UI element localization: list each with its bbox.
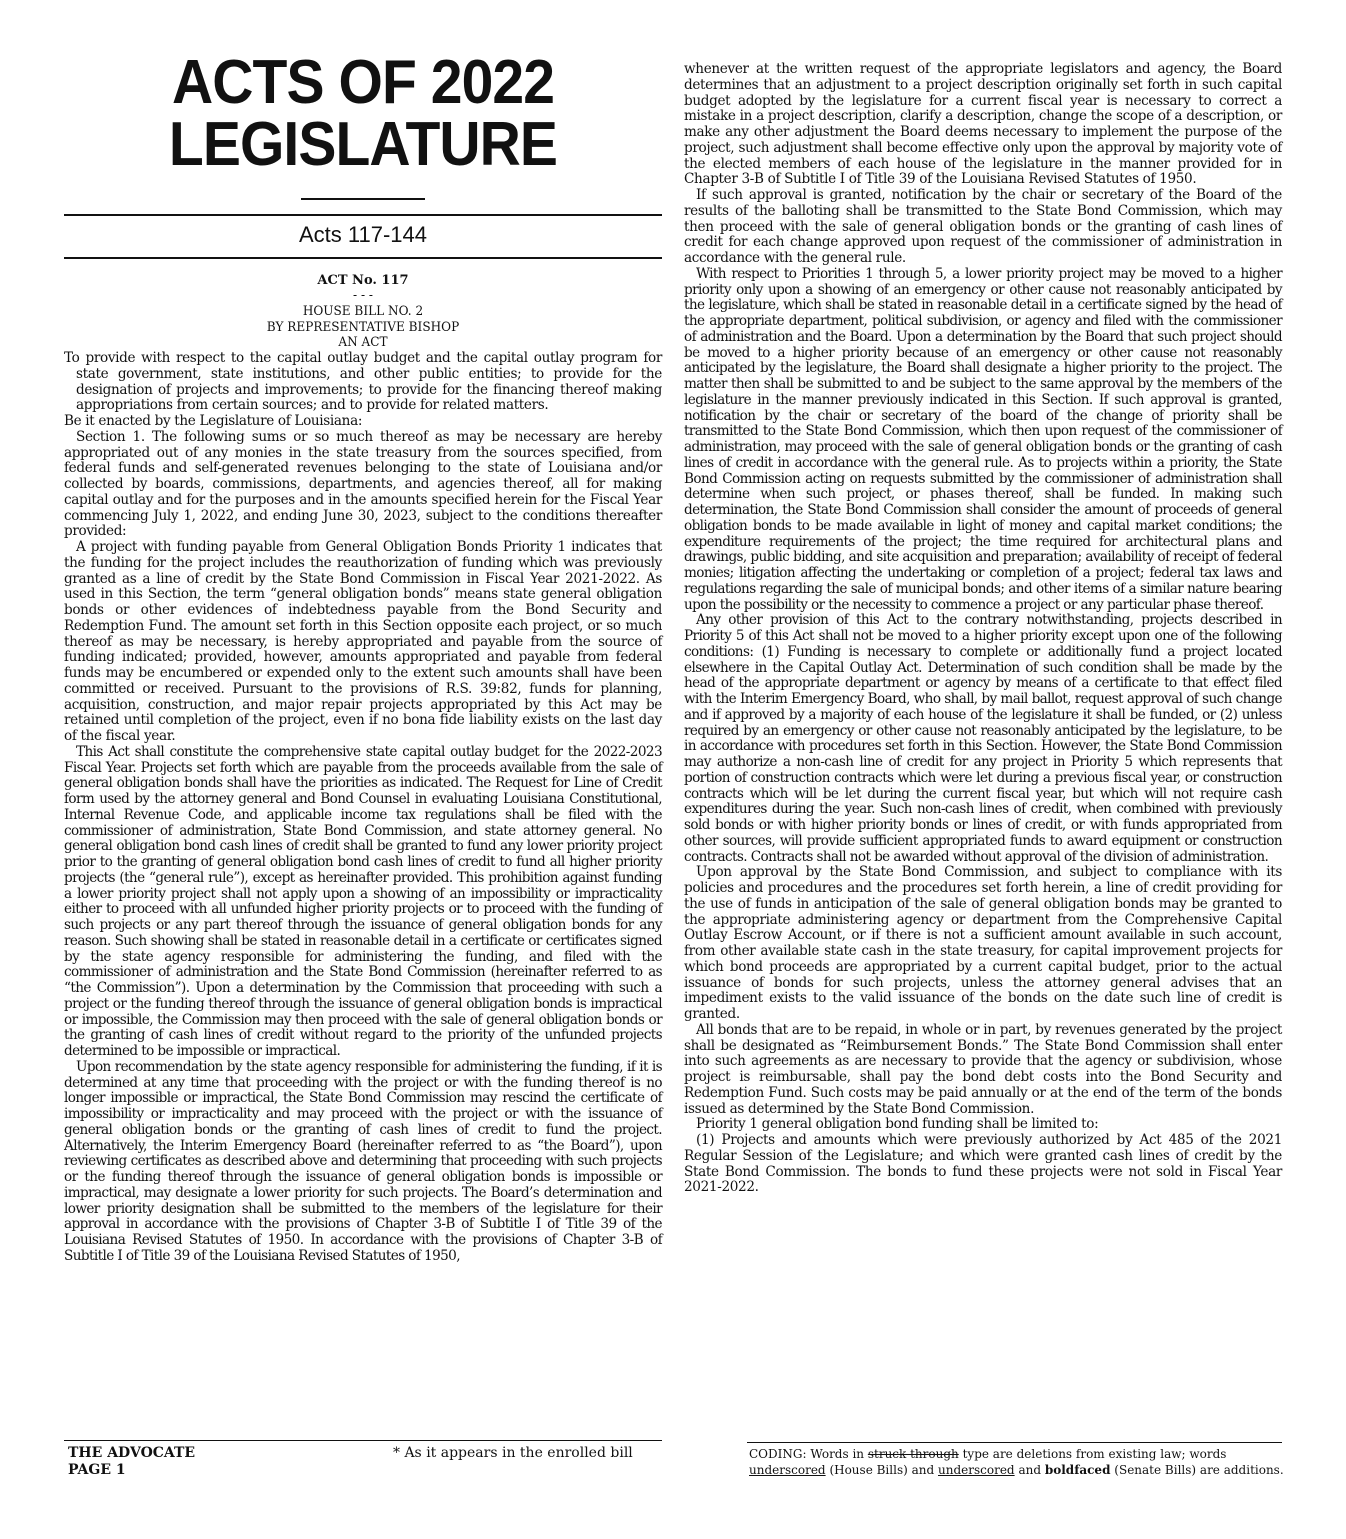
footer-page-number: PAGE 1 — [68, 1462, 126, 1478]
masthead-divider — [301, 198, 425, 200]
right-column — [684, 62, 1282, 1196]
approval-paragraph: If such approval is granted, notification by the chair or secretary of the Board of the results of the balloting shall be transmitted to the State Bond Commission, which may then proceed with the sale of general obligation bonds or the granting of cash lines of credit for each change approved upon request of the commissioner of administration in accordance with the general rule. — [684, 187, 1282, 266]
priorities-paragraph: With respect to Priorities 1 through 5, a lower priority project may be moved to a higher priority only upon a showing of an emergency or other cause not reasonably anticipated by the legislature, which shall be stated in reasonable detail in a certificate signed by the head of the appropriate department, political subdivision, or agency and filed with the commissioner of administration and the Board. Upon a determination by the Board that such project should be moved to a higher priority because of an emergency or other cause not reasonably anticipated by the legislature, the Board shall designate a higher priority to the project. The matter then shall be submitted to and be subject to the same approval by the members of the legislature in the manner previously indicated in this Section. If such approval is granted, notification by the chair or secretary of the board of the change of priority shall be transmitted to the State Bond Commission, which then upon request of the commissioner of administration, may proceed with the sale of general obligation bonds or the granting of cash lines of credit in accordance with the general rule. As to projects within a priority, the State Bond Commission acting on requests submitted by the commissioner of administration shall determine when such project, or phases thereof, shall be funded. In making such determination, the State Bond Commission shall consider the amount of proceeds of general obligation bonds to be made available in light of money and capital market conditions; the expenditure requirements of the project; the time required for architectural plans and drawings, public bidding, and site acquisition and preparation; availability of receipt of federal monies; litigation affecting the undertaking or completion of a project; federal tax laws and regulations regarding the sale of municipal bonds; and other items of a similar nature bearing upon the possibility or the necessity to commence a project or any particular phase thereof. — [684, 265, 1282, 613]
masthead-title-line1: ACTS OF 2022 — [171, 48, 555, 117]
acts-range: Acts 117-144 — [298, 222, 427, 247]
footer-paper-name: THE ADVOCATE — [68, 1445, 196, 1461]
priority-1-paragraph: A project with funding payable from General Obligation Bonds Priority 1 indicates that the funding for the project includes the reauthorization of funding which was previously granted as a line of credit by the State Bond Commission in Fiscal Year 2021-2022. As used in this Section, the term “general obligation bonds” means state general obligation bonds or other evidences of indebtedness payable from the Bond Security and Redemption Fund. The amount set forth in this Section opposite each project, or so much thereof as may be necessary, is hereby appropriated and payable from the source of funding indicated; provided, however, amounts appropriated and payable from federal funds may be encumbered or expended only to the extent such amounts shall have been committed or received. Pursuant to the provisions of R.S. 39:82, funds for planning, acquisition, construction, and major repair projects appropriated by this Act may be retained until completion of the project, even if no bona fide liability exists on the last day of the fiscal year. — [64, 539, 662, 745]
act-title-paragraph: To provide with respect to the capital outlay budget and the capital outlay program for state government, state institutions, and other public entities; to provide for the designation of projects and improvements; to provide for the financing thereof making appropriations from certain sources; and to provide for related matters. — [64, 350, 662, 414]
bill-number: HOUSE BILL NO. 2 — [302, 303, 424, 319]
left-column — [64, 48, 662, 1265]
section-1-paragraph: Section 1. The following sums or so much thereof as may be necessary are hereby appropriated out of any monies in the state treasury from the sources specified, from federal funds and self-generated revenues belonging to the state of Louisiana and/or collected by boards, commissions, departments, and agencies thereof, all for making capital outlay and for the purposes and in the amounts specified herein for the Fiscal Year commencing July 1, 2022, and ending June 30, 2023, subject to the conditions thereafter provided: — [64, 428, 662, 540]
line-of-credit-paragraph: Upon approval by the State Bond Commission, and subject to compliance with its policies and procedures and the procedures set forth herein, a line of credit providing for the use of funds in anticipation of the sale of general obligation bonds may be granted to the appropriate administering agency or department from the Comprehensive Capital Outlay Escrow Account, or if there is not a sufficient amount available in such account, from other available state cash in the state treasury, for capital improvement projects for which bond proceeds are appropriated by a current capital budget, prior to the actual issuance of bonds for such projects, unless the attorney general advises that an impediment exists to the valid issuance of the bonds on the date such line of credit is granted. — [684, 864, 1282, 1022]
masthead — [64, 48, 662, 259]
adjustment-paragraph: whenever at the written request of the appropriate legislators and agency, the Board determines that an adjustment to a project description originally set forth in such capital budget adopted by the legislature for a current fiscal year is necessary to correct a mistake in a project description, clarify a description, change the scope of a description, or make any other adjustment the Board deems necessary to implement the purpose of the project, such adjustment shall become effective only upon the approval by majority vote of the elected members of each house of the legislature in the manner provided for in Chapter 3-B of Subtitle I of Title 39 of the Louisiana Revised Statutes of 1950. — [684, 61, 1282, 188]
coding-mid3: and — [1018, 1462, 1042, 1477]
footer-rule-right — [747, 1442, 1282, 1443]
footer-rule-left — [64, 1440, 662, 1441]
coding-struck-example: struck through — [867, 1447, 959, 1461]
coding-mid1: type are deletions from existing law; words — [962, 1447, 1227, 1461]
reimbursement-bonds-paragraph: All bonds that are to be repaid, in whole or in part, by revenues generated by the project shall be designated as “Reimbursement Bonds.” The State Bond Commission shall enter into such agreements as are necessary to provide that the agency or subdivision, whose project is reimbursable, shall pay the bond debt costs into the Bond Security and Redemption Fund. Such costs may be paid annually or at the end of the term of the bonds issued as determined by the State Bond Commission. — [684, 1021, 1282, 1117]
coding-underscored-example-2: underscored — [938, 1462, 1015, 1477]
coding-mid2: (House Bills) and — [829, 1462, 935, 1477]
coding-suffix: (Senate Bills) are additions. — [1114, 1462, 1284, 1477]
act-separator: - - - — [353, 288, 373, 303]
enacting-clause: Be it enacted by the Legislature of Louisiana: — [64, 413, 363, 430]
budget-paragraph: This Act shall constitute the comprehensive state capital outlay budget for the 2022-2023 Fiscal Year. Projects set forth which are payable from the proceeds available from the sale of general obligation bonds shall have the priorities as indicated. The Request for Line of Credit form used by the attorney general and Bond Counsel in evaluating Louisiana Constitutional, Internal Revenue Code, and applicable income tax regulations shall be filed with the commissioner of administration, State Bond Commission, and state attorney general. No general obligation bond cash lines of credit shall be granted to fund any lower priority project prior to the granting of general obligation bond cash lines of credit to fund all higher priority projects (the “general rule”), except as hereinafter provided. This prohibition against funding a lower priority project shall not apply upon a showing of an impossibility or impracticality either to proceed with all unfunded higher priority projects or to proceed with the funding of such projects or any part thereof through the issuance of general obligation bonds for any reason. Such showing shall be stated in reasonable detail in a certificate or certificates signed by the state agency responsible for administering the funding, and filed with the commissioner of administration and the State Bond Commission (hereinafter referred to as “the Commission”). Upon a determination by the Commission that proceeding with such a project or the funding thereof through the issuance of general obligation bonds is impractical or impossible, the Commission may then proceed with the sale of general obligation bonds or the granting of cash lines of credit without regard to the priority of the unfunded projects determined to be impossible or impractical. — [64, 743, 662, 1060]
priority-1-limit-paragraph: Priority 1 general obligation bond funding shall be limited to: — [696, 1116, 1099, 1133]
act-type: AN ACT — [338, 335, 388, 351]
footer-enrolled-note: * As it appears in the enrolled bill — [393, 1445, 633, 1461]
coding-legend — [749, 1447, 1289, 1478]
footer-publication — [68, 1445, 195, 1479]
coding-boldfaced-example: boldfaced — [1044, 1462, 1111, 1477]
priority-5-paragraph: Any other provision of this Act to the contrary notwithstanding, projects described in Priority 5 of this Act shall not be moved to a higher priority except upon one of the following conditions: (1) Funding is necessary to complete or additionally fund a project located elsewhere in the Capital Outlay Act. Determination of such condition shall be made by the head of the appropriate department or agency by means of a certificate to that effect filed with the Interim Emergency Board, who shall, by mail ballot, request approval of such change and if approved by a majority of each house of the legislature it shall be funded, or (2) unless required by an emergency or other cause not reasonably anticipated by the legislature, to be in accordance with procedures set forth in this Section. However, the State Bond Commission may authorize a non-cash line of credit for any project in Priority 5 which represents that portion of construction contracts which were let during a previous fiscal year, or construction contracts which will be let during the current fiscal year, but which will not require cash expenditures during the year. Such non-cash lines of credit, when combined with previously sold bonds or with higher priority bonds or lines of credit, or with funds appropriated from other sources, will provide sufficient appropriated funds to award equipment or construction contracts. Contracts shall not be awarded without approval of the division of administration. — [684, 612, 1282, 865]
bill-sponsor: BY REPRESENTATIVE BISHOP — [266, 319, 460, 335]
act-485-paragraph: (1) Projects and amounts which were previously authorized by Act 485 of the 2021 Regular Session of the Legislature; and which were granted cash lines of credit by the State Bond Commission. The bonds to fund these projects were not sold in Fiscal Year 2021-2022. — [684, 1132, 1282, 1196]
coding-underscored-example: underscored — [749, 1462, 826, 1477]
act-number: ACT No. 117 — [317, 273, 409, 288]
masthead-rule-bottom — [64, 257, 662, 259]
coding-prefix: CODING: Words in — [749, 1447, 865, 1461]
recommendation-paragraph: Upon recommendation by the state agency responsible for administering the funding, if it is determined at any time that proceeding with the project or with the funding thereof is no longer impossible or impractical, the State Bond Commission may rescind the certificate of impossibility or impracticality and may proceed with the project or with the issuance of general obligation bonds or the granting of cash lines of credit to fund the project. Alternatively, the Interim Emergency Board (hereinafter referred to as “the Board”), upon reviewing certificates as described above and determining that proceeding with such projects or the funding thereof through the issuance of general obligation bonds is impossible or impractical, may designate a lower priority for such projects. The Board’s determination and lower priority designation shall be submitted to the members of the legislature for their approval in accordance with the provisions of Chapter 3-B of Subtitle I of Title 39 of the Louisiana Revised Statutes of 1950. In accordance with the provisions of Chapter 3-B of Subtitle I of Title 39 of the Louisiana Revised Statutes of 1950, — [64, 1058, 662, 1264]
masthead-title-line2: LEGISLATURE — [168, 110, 558, 179]
